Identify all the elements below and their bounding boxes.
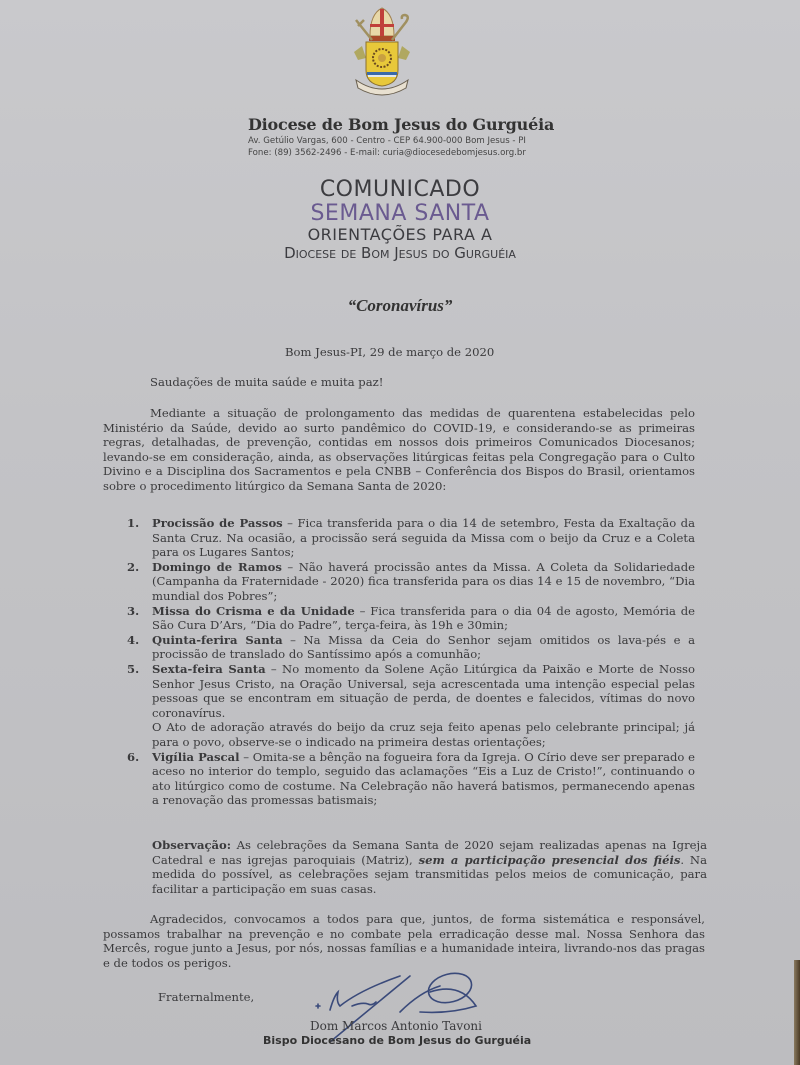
title-diocese: Diocese de Bom Jesus do Gurguéia (284, 244, 516, 262)
guideline-item (127, 662, 695, 750)
letterhead (248, 115, 568, 158)
guideline-item (127, 516, 695, 560)
guideline-item (127, 633, 695, 662)
item-text: – Na Missa da Ceia do Senhor sejam omitidos os lava-pés e a procissão de translado do Santíssimo após a comunhão; (152, 632, 695, 662)
intro-paragraph: Mediante a situação de prolongamento das medidas de quarentena estabelecidas pelo Ministério da Saúde, devido ao surto pandêmico do COVID-19, e considerando-se as primeiras regras, detalhadas, de prevenção, contidas em nossos dois primeiros Comunicados Diocesanos; levando-se em consideração, ainda, as observações litúrgicas feitas pela Congregação para o Culto Divino e a Disciplina dos Sacramentos e pela CNBB – Conferência dos Bispos do Brasil, orientamos sobre o procedimento litúrgico da Semana Santa de 2020: (103, 406, 695, 493)
item-title: Vigília Pascal (152, 749, 240, 764)
organization-contact: Fone: (89) 3562-2496 - E-mail: curia@diocesedebomjesus.org.br (248, 148, 526, 158)
guideline-item (127, 604, 695, 633)
closing-paragraph: Agradecidos, convocamos a todos para que, juntos, de forma sistemática e responsável, possamos trabalhar na prevenção e no combate pela erradicação desse mal. Nossa Senhora das Mercês, rogue junto a Jesus, por nós, nossas famílias e a humanidade inteira, livrando-nos das pragas e de todos os perigos. (103, 912, 705, 970)
document-title-block (0, 178, 800, 262)
organization-name: Diocese de Bom Jesus do Gurguéia (248, 115, 555, 134)
page-edge-shadow (794, 960, 800, 1065)
letter-greeting: Saudações de muita saúde e muita paz! (150, 375, 384, 389)
title-comunicado: COMUNICADO (319, 177, 481, 202)
observation-text: As celebrações da Semana Santa de 2020 sejam realizadas apenas na Igreja Catedral e nas igrejas paroquiais (Matriz), (152, 838, 707, 867)
signer-name: Dom Marcos Antonio Tavoni (310, 1019, 482, 1033)
observation-text-end: . Na medida do possível, as celebrações sejam transmitidas pelos meios de comunicação, para facilitar a participação em suas casas. (152, 852, 707, 896)
item-title: Missa do Crisma e da Unidade (152, 603, 355, 618)
item-title: Quinta-ferira Santa (152, 632, 283, 647)
item-title: Domingo de Ramos (152, 559, 282, 574)
item-title: Procissão de Passos (152, 516, 283, 530)
guidelines-list (127, 516, 695, 808)
item-extra-text: O Ato de adoração através do beijo da cruz seja feito apenas pelo celebrante principal; já para o povo, observe-se o indicado na primeira destas orientações; (152, 720, 695, 749)
item-text: – Omita-se a bênção na fogueira fora da Igreja. O Círio deve ser preparado e aceso no interior do templo, seguido das aclamações “Eis a Luz de Cristo!”, continuando o ato litúrgico como de costume. Na Celebração não haverá batismos, permanecendo apenas a renovação das promessas batismais; (152, 749, 695, 808)
item-text: – Não haverá procissão antes da Missa. A Coleta da Solidariedade (Campanha da Fraternidade - 2020) fica transferida para os dias 14 e 15 de novembro, “Dia mundial dos Pobres”; (152, 559, 695, 603)
letter-date: Bom Jesus-PI, 29 de março de 2020 (285, 345, 495, 359)
item-text: – Fica transferida para o dia 04 de agosto, Memória de São Cura D’Ars, “Dia do Padre”, terça-feira, às 19h e 30min; (152, 603, 696, 633)
observation-paragraph (152, 838, 707, 896)
farewell: Fraternalmente, (158, 990, 255, 1004)
coat-of-arms-icon (352, 6, 412, 98)
observation-emphasis: sem a participação presencial dos fiéis (418, 852, 681, 867)
item-text: – No momento da Solene Ação Litúrgica da Paixão e Morte de Nosso Senhor Jesus Cristo, na Oração Universal, seja acrescentada uma intenção especial pelas pessoas que se encontram em situação de perda, de doentes e falecidos, vítimas do novo coronavírus. (152, 661, 695, 720)
document-subtitle: “Coronavírus” (347, 296, 453, 315)
item-number: 4. (127, 632, 140, 647)
item-number: 1. (127, 516, 140, 530)
guideline-item (127, 750, 695, 808)
observation-label: Observação: (152, 838, 232, 852)
item-number: 3. (127, 603, 140, 618)
item-number: 6. (127, 749, 140, 764)
title-semana-santa: SEMANA SANTA (310, 201, 490, 226)
item-number: 2. (127, 559, 140, 574)
item-title: Sexta-feira Santa (152, 661, 266, 676)
signer-title: Bispo Diocesano de Bom Jesus do Gurguéia (263, 1034, 532, 1047)
guideline-item (127, 560, 695, 604)
organization-address: Av. Getúlio Vargas, 600 - Centro - CEP 64.900-000 Bom Jesus - PI (248, 136, 526, 146)
title-orientacoes: ORIENTAÇÕES PARA A (307, 225, 493, 244)
item-number: 5. (127, 661, 140, 676)
item-text: – Fica transferida para o dia 14 de setembro, Festa da Exaltação da Santa Cruz. Na ocasião, a procissão será seguida da Missa com o beijo da Cruz e a Coleta para os Lugares Santos; (152, 516, 695, 560)
